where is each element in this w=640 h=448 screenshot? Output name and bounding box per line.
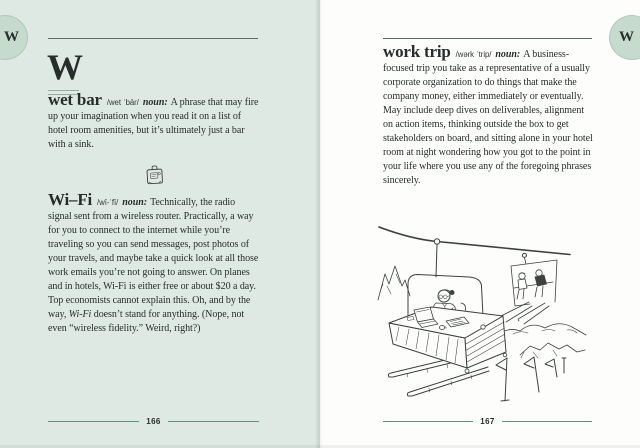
- headword: Wi–Fi: [48, 190, 93, 209]
- headword: wet bar: [48, 90, 102, 109]
- ski-lift-desk-illustration: [377, 224, 592, 410]
- thumb-tab-letter: W: [619, 29, 634, 45]
- thumb-tab-left: [0, 15, 28, 60]
- slalom-flags: [496, 357, 566, 401]
- thumb-tab-right: [609, 15, 640, 60]
- footer-rule: [48, 421, 139, 422]
- section-letter: W: [47, 47, 82, 87]
- footer-rule: [502, 421, 592, 422]
- top-rule: [383, 38, 592, 39]
- section-ornament: [48, 161, 261, 193]
- thumb-tab-letter: W: [4, 29, 19, 45]
- footer-rule: [383, 421, 473, 422]
- suitcase-icon: [144, 161, 166, 188]
- top-rule: [48, 38, 258, 39]
- part-of-speech: noun:: [142, 97, 168, 108]
- entry-wi-fi: [48, 190, 261, 336]
- pronunciation: /wī-ˈfī/: [97, 198, 119, 207]
- rear-chairlift: [501, 253, 557, 324]
- headword: work trip: [383, 42, 451, 61]
- entry-work-trip: [383, 42, 596, 188]
- page-number: 166: [146, 417, 161, 426]
- part-of-speech: noun:: [495, 49, 521, 60]
- definition-text: A business-focused trip you take as a representative of a usually corporate organization to do things that make the company money, either immediately or eventually. May include deep dives on deliverables, alignment on action items, thinking outside the box to get stakeholders on board, and sitting alone in your hotel room at night wondering how you got to the point in your life where you use any of the foregoing phrases sincerely.: [383, 49, 593, 186]
- page-footer-right: [383, 417, 592, 426]
- definition-text: A phrase that may fire up your imagination when you read it on a list of hotel room amenities, but it’s ultimately just a bar with a sink.: [48, 97, 259, 150]
- part-of-speech: noun:: [122, 197, 148, 208]
- definition-text: Technically, the radio signal sent from a wireless router. Practically, a way for you to connect to the internet while you’re traveling so you can send messages, post photos of your travels, and maybe take a quick look at all those work emails you’re not going to answer. On planes and in hotels, Wi-Fi is either free or about $20 a day. Top economists cannot explain this. Oh, and by the way, Wi-Fi doesn’t stand for anything. (Nope, not even “wireless fidelity.” Weird, right?): [48, 197, 259, 334]
- page-right: [320, 0, 640, 448]
- desk: [389, 307, 507, 373]
- pronunciation: /wərk ˈtrip/: [455, 50, 492, 59]
- entry-wet-bar: [48, 90, 261, 152]
- page-footer-left: [48, 417, 259, 426]
- page-number: 167: [480, 417, 495, 426]
- page-spine: [315, 0, 323, 448]
- pronunciation: /wet ˈbär/: [106, 98, 139, 107]
- footer-rule: [168, 421, 259, 422]
